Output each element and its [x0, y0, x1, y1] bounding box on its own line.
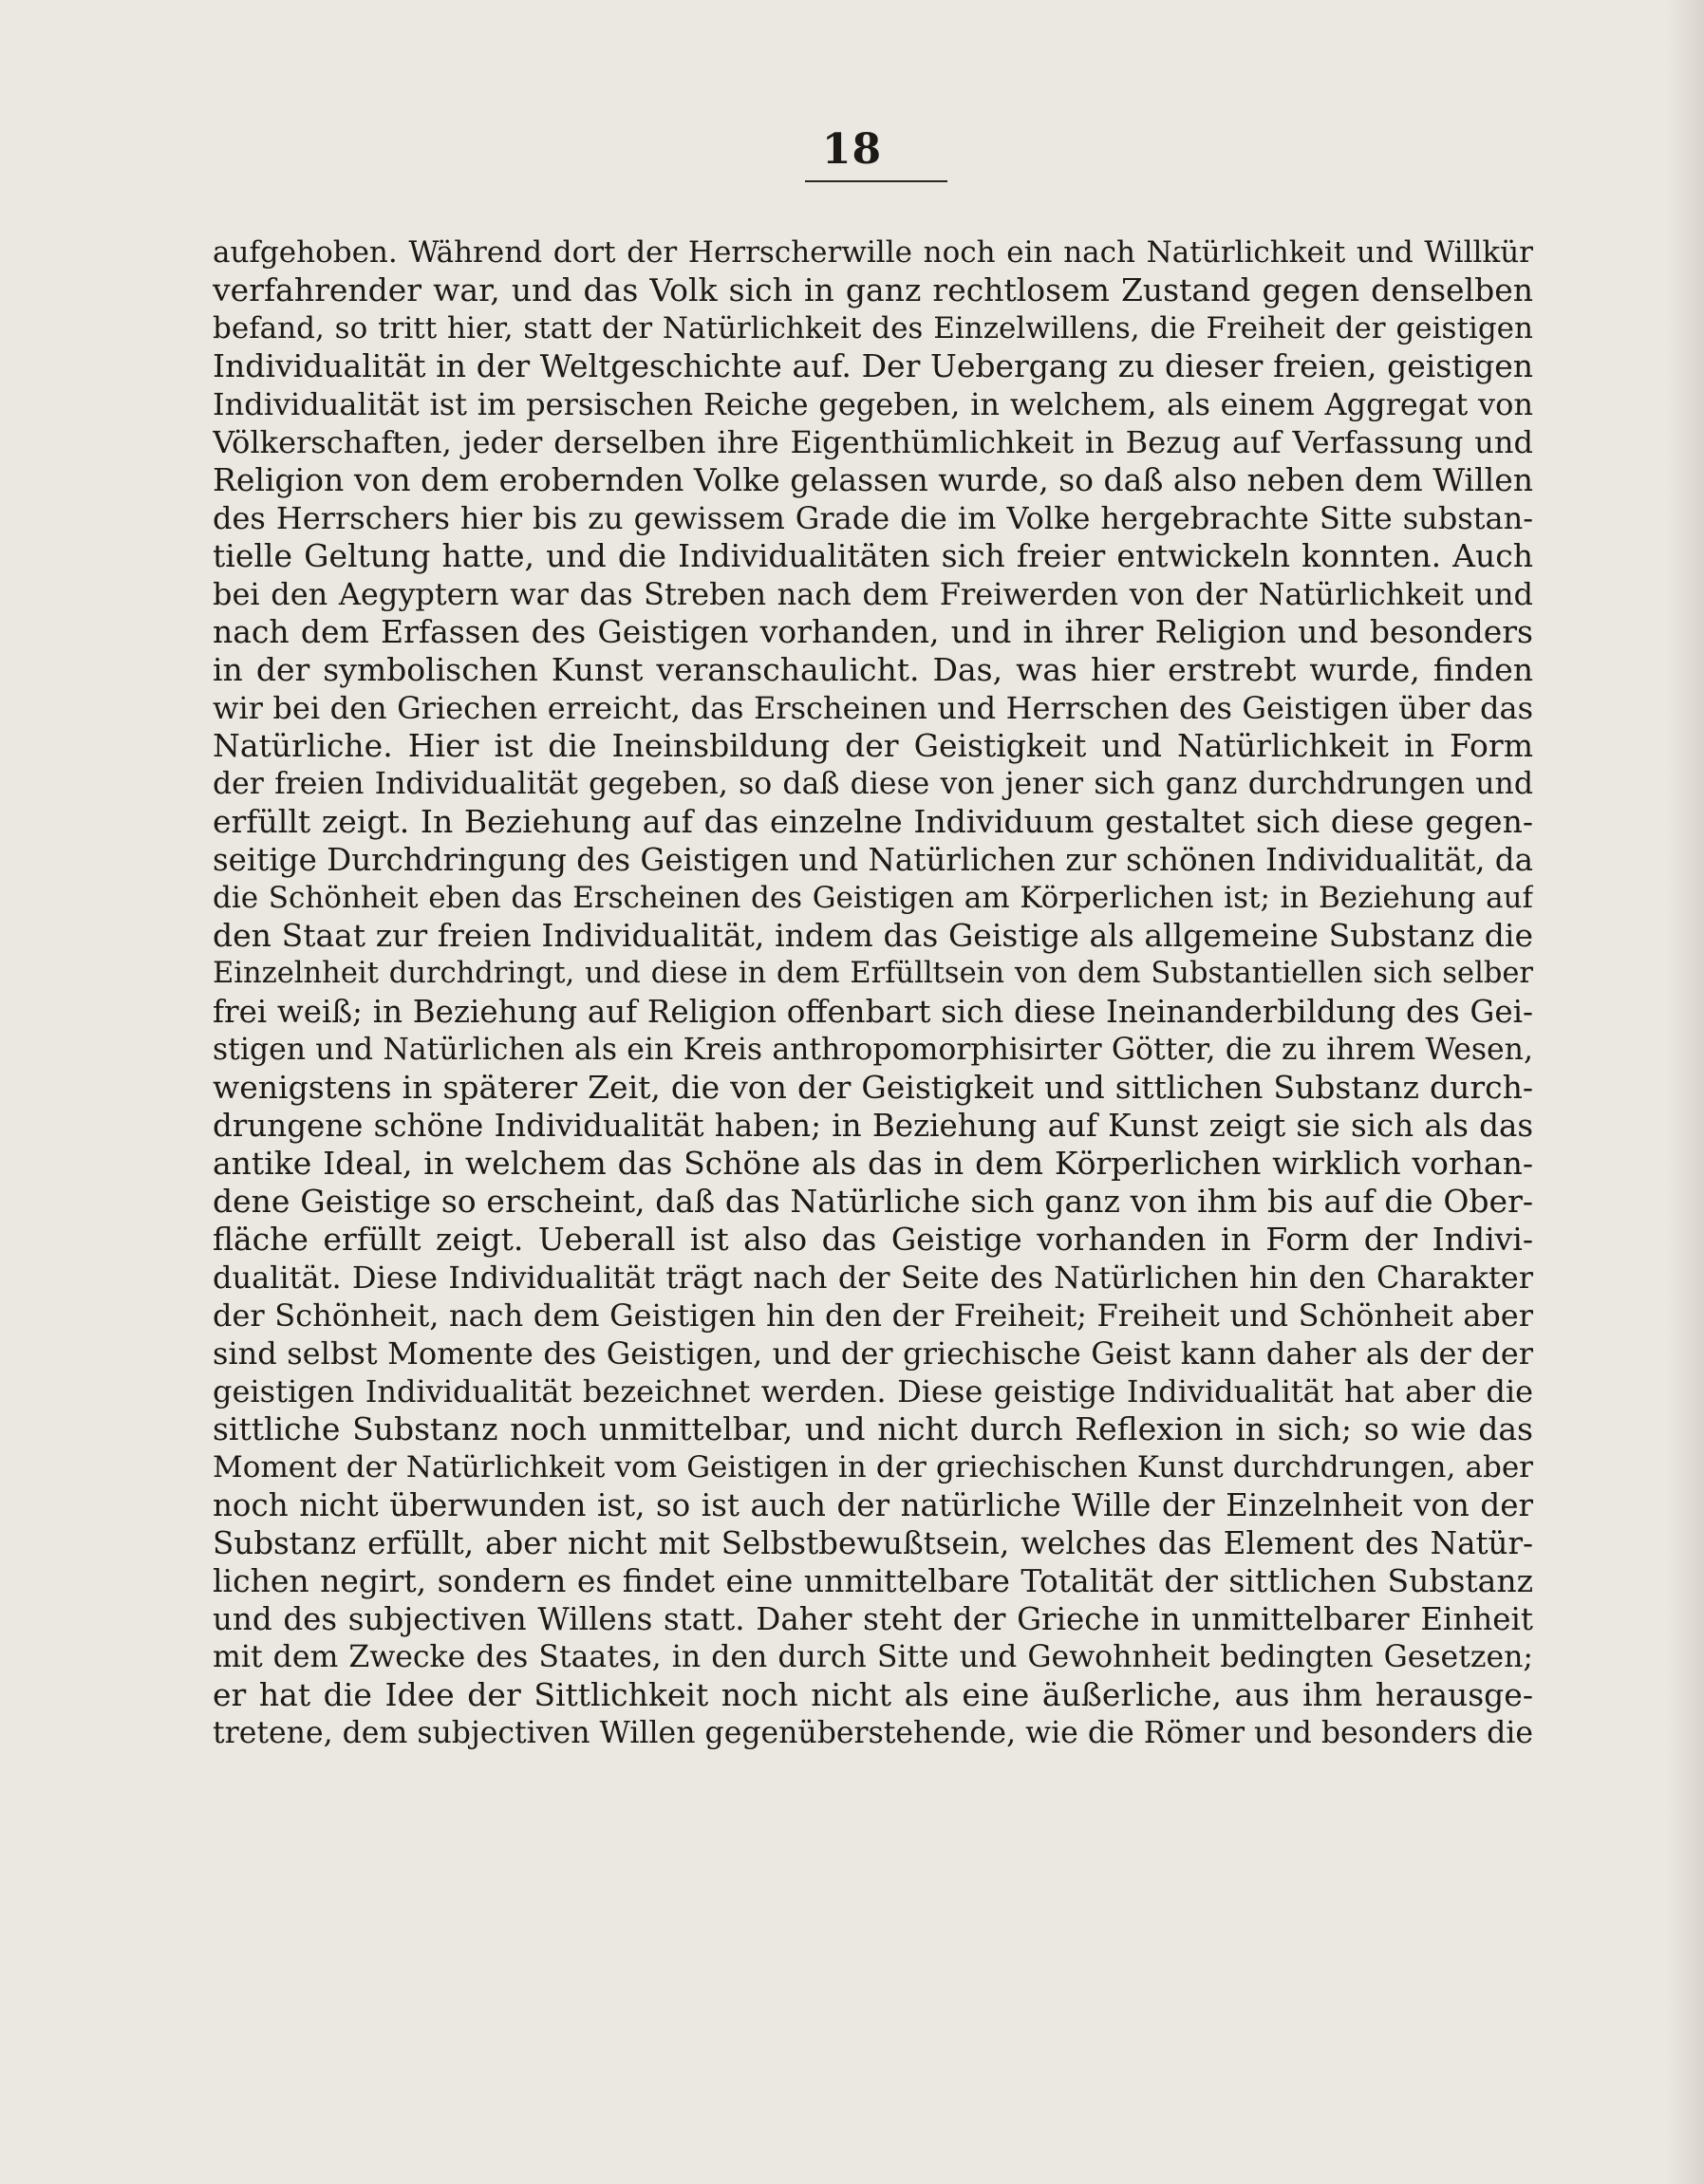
- text-line: tretene, dem subjectiven Willen gegenüberstehende, wie die Römer und besonders die: [213, 1716, 1533, 1750]
- text-line: Völkerschaften, jeder derselben ihre Eigenthümlichkeit in Bezug auf Verfassung und: [213, 424, 1533, 460]
- body-text: [213, 233, 1533, 1752]
- text-line: wenigstens in späterer Zeit, die von der Geistigkeit und sittlichen Substanz durch-: [213, 1069, 1533, 1106]
- text-line: Individualität in der Weltgeschichte auf. Der Uebergang zu dieser freien, geistigen: [213, 347, 1533, 384]
- text-line: wir bei den Griechen erreicht, das Erscheinen und Herrschen des Geistigen über das: [213, 690, 1533, 726]
- text-line: dene Geistige so erscheint, daß das Natürliche sich ganz von ihm bis auf die Ober-: [213, 1183, 1533, 1220]
- text-line: Individualität ist im persischen Reiche gegeben, in welchem, als einem Aggregat von: [213, 386, 1533, 422]
- text-line: geistigen Individualität bezeichnet werden. Diese geistige Individualität hat aber die: [213, 1373, 1533, 1409]
- text-line: stigen und Natürlichen als ein Kreis anthropomorphisirter Götter, die zu ihrem Wesen,: [213, 1033, 1533, 1067]
- page-number: 18: [821, 125, 883, 174]
- text-line: sittliche Substanz noch unmittelbar, und nicht durch Reflexion in sich; so wie das: [213, 1410, 1533, 1447]
- text-line: befand, so tritt hier, statt der Natürlichkeit des Einzelwillens, die Freiheit der geistigen: [213, 311, 1533, 345]
- text-line: frei weiß; in Beziehung auf Religion offenbart sich diese Ineinanderbildung des Gei-: [213, 994, 1533, 1030]
- text-line: aufgehoben. Während dort der Herrscherwille noch ein nach Natürlichkeit und Willkür: [213, 235, 1533, 270]
- text-line: und des subjectiven Willens statt. Daher steht der Grieche in unmittelbarer Einheit: [213, 1601, 1533, 1637]
- text-line: in der symbolischen Kunst veranschaulicht. Das, was hier erstrebt wurde, finden: [213, 651, 1533, 688]
- text-line: erfüllt zeigt. In Beziehung auf das einzelne Individuum gestaltet sich diese gegen-: [213, 803, 1533, 840]
- text-line: mit dem Zwecke des Staates, in den durch Sitte und Gewohnheit bedingten Gesetzen;: [213, 1640, 1533, 1674]
- text-line: noch nicht überwunden ist, so ist auch der natürliche Wille der Einzelnheit von der: [213, 1487, 1533, 1523]
- text-line: antike Ideal, in welchem das Schöne als das in dem Körperlichen wirklich vorhan-: [213, 1145, 1533, 1182]
- text-line: des Herrschers hier bis zu gewissem Grade die im Volke hergebrachte Sitte substan-: [213, 500, 1533, 536]
- text-line: bei den Aegyptern war das Streben nach dem Freiwerden von der Natürlichkeit und: [213, 576, 1533, 612]
- text-line: der freien Individualität gegeben, so daß diese von jener sich ganz durchdrungen und: [213, 767, 1533, 801]
- text-line: tielle Geltung hatte, und die Individualitäten sich freier entwickeln konnten. Auch: [213, 537, 1533, 574]
- text-line: Substanz erfüllt, aber nicht mit Selbstbewußtsein, welches das Element des Natür-: [213, 1525, 1533, 1561]
- text-line: drungene schöne Individualität haben; in Beziehung auf Kunst zeigt sie sich als das: [213, 1108, 1533, 1144]
- text-line: dualität. Diese Individualität trägt nach der Seite des Natürlichen hin den Charakter: [213, 1260, 1533, 1296]
- text-line: fläche erfüllt zeigt. Ueberall ist also das Geistige vorhanden in Form der Indivi-: [213, 1221, 1533, 1258]
- text-line: er hat die Idee der Sittlichkeit noch nicht als eine äußerliche, aus ihm herausge-: [213, 1676, 1533, 1713]
- text-line: seitige Durchdringung des Geistigen und Natürlichen zur schönen Individualität, da: [213, 842, 1533, 878]
- text-line: Natürliche. Hier ist die Ineinsbildung der Geistigkeit und Natürlichkeit in Form: [213, 727, 1533, 764]
- text-line: lichen negirt, sondern es findet eine unmittelbare Totalität der sittlichen Substanz: [213, 1562, 1533, 1599]
- text-line: nach dem Erfassen des Geistigen vorhanden, und in ihrer Religion und besonders: [213, 613, 1533, 650]
- text-line: Einzelnheit durchdringt, und diese in dem Erfülltsein von dem Substantiellen sich selber: [213, 957, 1533, 990]
- text-line: der Schönheit, nach dem Geistigen hin den der Freiheit; Freiheit und Schönheit aber: [213, 1297, 1533, 1334]
- text-line: sind selbst Momente des Geistigen, und der griechische Geist kann daher als der der: [213, 1335, 1533, 1372]
- text-line: die Schönheit eben das Erscheinen des Geistigen am Körperlichen ist; in Beziehung auf: [213, 881, 1533, 915]
- text-line: den Staat zur freien Individualität, indem das Geistige als allgemeine Substanz die: [213, 917, 1533, 954]
- text-line: Religion von dem erobernden Volke gelassen wurde, so daß also neben dem Willen: [213, 461, 1533, 498]
- header-rule: [805, 180, 947, 182]
- text-line: verfahrender war, und das Volk sich in ganz rechtlosem Zustand gegen denselben: [213, 271, 1533, 308]
- text-line: Moment der Natürlichkeit vom Geistigen in der griechischen Kunst durchdrungen, aber: [213, 1450, 1533, 1484]
